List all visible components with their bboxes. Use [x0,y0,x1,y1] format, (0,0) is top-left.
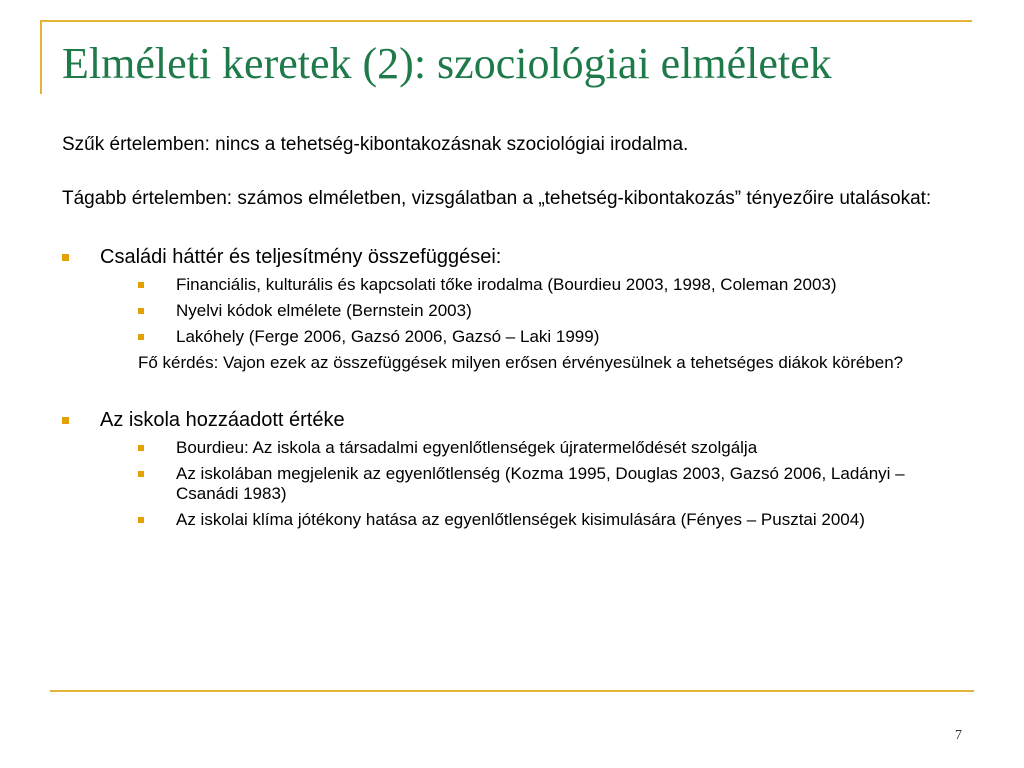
square-bullet-icon [62,254,69,261]
sub-bullet-text: Nyelvi kódok elmélete (Bernstein 2003) [176,301,472,320]
slide-title: Elméleti keretek (2): szociológiai elméletek [62,39,832,88]
square-bullet-icon [138,517,144,523]
bullet-text: Családi háttér és teljesítmény összefüggései: [100,246,502,268]
sub-bullet-residence [138,327,962,347]
square-bullet-icon [138,282,144,288]
bullet-school-added-value [62,409,962,432]
main-question-note: Fő kérdés: Vajon ezek az összefüggések milyen erősen érvényesülnek a tehetséges diákok körében? [138,353,904,372]
sub-bullet-text: Bourdieu: Az iskola a társadalmi egyenlőtlenségek újratermelődését szolgálja [176,438,758,457]
top-rule [40,20,972,22]
left-rule [40,20,42,94]
sub-bullet-capital [138,275,962,295]
bullet-family-background [62,246,962,269]
paragraph-narrow-sense: Szűk értelemben: nincs a tehetség-kibontakozásnak szociológiai irodalma. [62,134,689,155]
sub-bullet-text: Lakóhely (Ferge 2006, Gazsó 2006, Gazsó – Laki 1999) [176,327,600,346]
slide-body [62,134,962,536]
sub-bullet-text: Az iskolai klíma jótékony hatása az egyenlőtlenségek kisimulására (Fényes – Pusztai 2004) [176,510,865,529]
square-bullet-icon [138,471,144,477]
sub-bullet-text: Az iskolában megjelenik az egyenlőtlenség (Kozma 1995, Douglas 2003, Gazsó 2006, Ladányi – Csanádi 1983) [176,464,905,503]
square-bullet-icon [138,334,144,340]
page-number: 7 [955,728,962,743]
sub-bullet-bourdieu [138,438,962,458]
square-bullet-icon [138,308,144,314]
bullet-text: Az iskola hozzáadott értéke [100,409,345,431]
sub-bullet-language-codes [138,301,962,321]
sub-bullet-school-climate [138,510,962,530]
square-bullet-icon [62,417,69,424]
sub-bullet-inequality-in-school [138,464,962,504]
bottom-rule [50,690,974,692]
sub-bullet-text: Financiális, kulturális és kapcsolati tőke irodalma (Bourdieu 2003, 1998, Coleman 2003) [176,275,837,294]
square-bullet-icon [138,445,144,451]
paragraph-broad-sense: Tágabb értelemben: számos elméletben, vizsgálatban a „tehetség-kibontakozás” tényezőire utalásokat: [62,188,932,209]
